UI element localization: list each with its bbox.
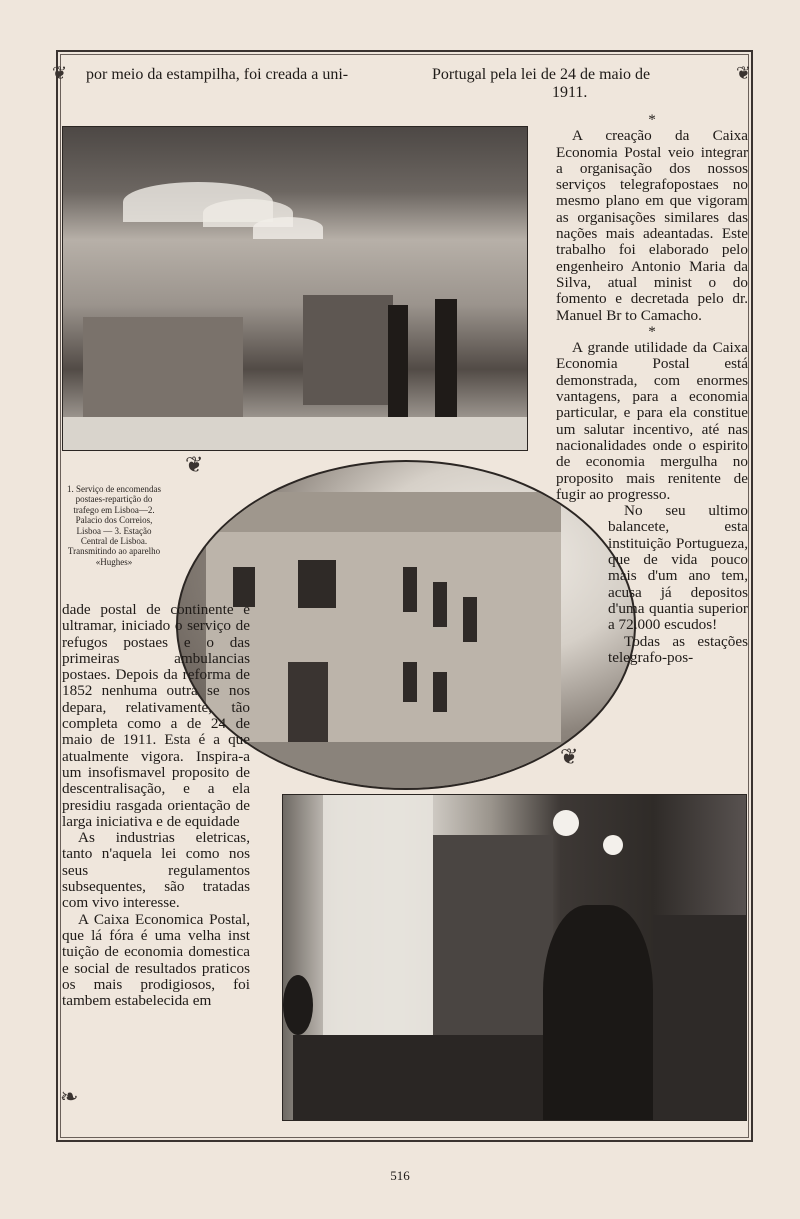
paragraph: dade postal de continente e ultramar, iniciado o serviço de refugos postaes e o das primeiras ambulancias postaes. Depois da reforma de 1852 nenhuma outra se nos depara, relativamente, tão completa como a de 24 de maio de 1911. Esta é a que atualmente vigora. Inspira-a um insofismavel proposito de descentralisação, e a ela presidiu rasgada orientação de larga iniciativa e de equidade — [62, 601, 250, 830]
ornament-right-icon: ❦ — [736, 63, 752, 83]
paragraph: No seu ultimo balancete, esta instituição Portugueza, que de vida pouco mais d'um ano tem, acusa já depositos d'uma quantia superior a 72.000 escudos! — [608, 502, 748, 634]
section-separator: * — [648, 111, 656, 128]
header-left-text: por meio da estampilha, foi creada a uni- — [86, 66, 349, 83]
ornament-left-icon: ❦ — [52, 63, 68, 83]
paragraph: A Caixa Economica Postal, que lá fóra é uma velha inst tuição de economia domestica e social de resultados praticos os mais prodigiosos, foi tambem estabelecida em — [62, 910, 250, 1010]
paragraph: Todas as estações telegrafo-pos- — [608, 632, 748, 666]
paragraph: As industrias eletricas, tanto n'aquela lei como nos seus regulamentos subsequentes, são tratadas com vivo interesse. — [62, 829, 250, 912]
paragraph: A creação da Caixa Economia Postal veio integrar a organisação dos nossos serviços telegrafopostaes no mesmo plano em que vigoram as organisações similares das nações mais adeantadas. Este trabalho foi elaborado pelo engenheiro Antonio Maria da Silva, atual minist o do fomento e decretada pelo dr. Manuel Br to Camacho. — [556, 127, 748, 324]
paragraph: A grande utilidade da Caixa Economia Postal está demonstrada, com enormes vantagens, para a economia particular, e para ela constitue um salutar incentivo, até nas nacionalidades onde o espirito de economia mergulha no proposito mais renitente de fugir ao progresso. — [556, 339, 748, 503]
photo-caption: 1. Serviço de encomendas postaes-repartição do trafego em Lisboa—2. Palacio dos Correios, Lisboa — 3. Estação Central de Lisboa. Transmitindo ao aparelho «Hughes» — [67, 484, 161, 567]
page-number: 516 — [390, 1168, 410, 1183]
header-right-text-cont: 1911. — [552, 84, 588, 101]
left-text-column — [62, 602, 250, 1009]
ornament-bottom-left-icon: ❧ — [60, 1084, 79, 1109]
ornament-oval-left-icon: ❦ — [185, 452, 204, 477]
right-text-column — [556, 112, 748, 666]
photo-parcel-service — [62, 126, 528, 451]
header-right-text: Portugal pela lei de 24 de maio de — [432, 66, 651, 83]
photo-central-station-hughes — [282, 794, 747, 1121]
section-separator: * — [648, 322, 656, 340]
